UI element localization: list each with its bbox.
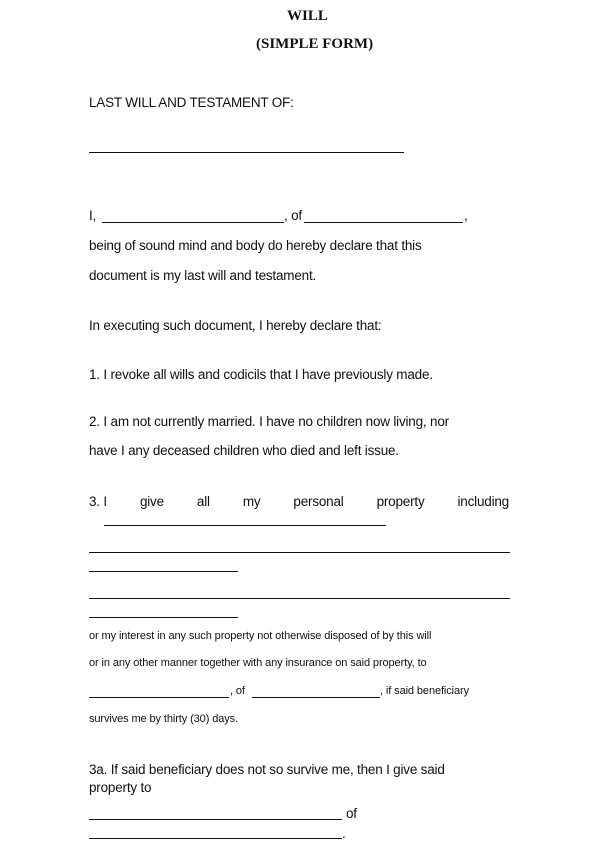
sound-mind-text-2: document is my last will and testament. — [89, 268, 317, 283]
item-3a-text-2: property to — [89, 780, 152, 795]
testator-name-line[interactable] — [89, 152, 404, 153]
item-3-word: personal — [293, 494, 344, 509]
of-label: , of — [284, 208, 302, 223]
beneficiary-of-label: , of — [230, 685, 245, 697]
name-blank-line[interactable] — [102, 222, 284, 223]
property-line-5[interactable] — [89, 617, 238, 618]
item-3-text — [89, 494, 509, 509]
interest-text-1: or my interest in any such property not otherwise disposed of by this will — [89, 630, 432, 642]
item-3-word: property — [376, 494, 425, 509]
item-3-word: 3. I — [89, 494, 107, 509]
item-3-word: including — [457, 494, 509, 509]
property-line-3[interactable] — [89, 571, 238, 572]
beneficiary-address-line[interactable] — [252, 697, 380, 698]
document-title: WILL — [287, 8, 328, 24]
beneficiary-name-line[interactable] — [89, 697, 229, 698]
final-dot-label: . — [342, 826, 346, 841]
item-3-word: all — [196, 494, 210, 509]
i-label: I, — [89, 208, 97, 223]
item-1-text: 1. I revoke all wills and codicils that I have previously made. — [89, 367, 433, 382]
item-3a-text-1: 3a. If said beneficiary does not so survive me, then I give said — [89, 762, 445, 777]
beneficiary-if-label: , if said beneficiary — [380, 685, 469, 697]
sound-mind-text-1: being of sound mind and body do hereby declare that this — [89, 238, 422, 253]
item-2-text-1: 2. I am not currently married. I have no children now living, nor — [89, 414, 449, 429]
final-of-label: of — [346, 806, 357, 821]
alternate-address-line[interactable] — [89, 838, 342, 839]
item-3-word: give — [139, 494, 164, 509]
property-line-1[interactable] — [104, 525, 386, 526]
item-2-text-2: have I any deceased children who died and left issue. — [89, 443, 399, 458]
property-line-2[interactable] — [89, 552, 510, 553]
executing-text: In executing such document, I hereby declare that: — [89, 318, 382, 333]
will-heading: LAST WILL AND TESTAMENT OF: — [89, 95, 294, 110]
item-3-word: my — [242, 494, 261, 509]
interest-text-2: or in any other manner together with any insurance on said property, to — [89, 657, 427, 669]
survives-text: survives me by thirty (30) days. — [89, 713, 239, 725]
alternate-beneficiary-line[interactable] — [89, 819, 342, 820]
address-blank-line[interactable] — [304, 222, 463, 223]
comma-label: , — [464, 208, 468, 223]
document-subtitle: (SIMPLE FORM) — [256, 36, 374, 52]
property-line-4[interactable] — [89, 598, 510, 599]
